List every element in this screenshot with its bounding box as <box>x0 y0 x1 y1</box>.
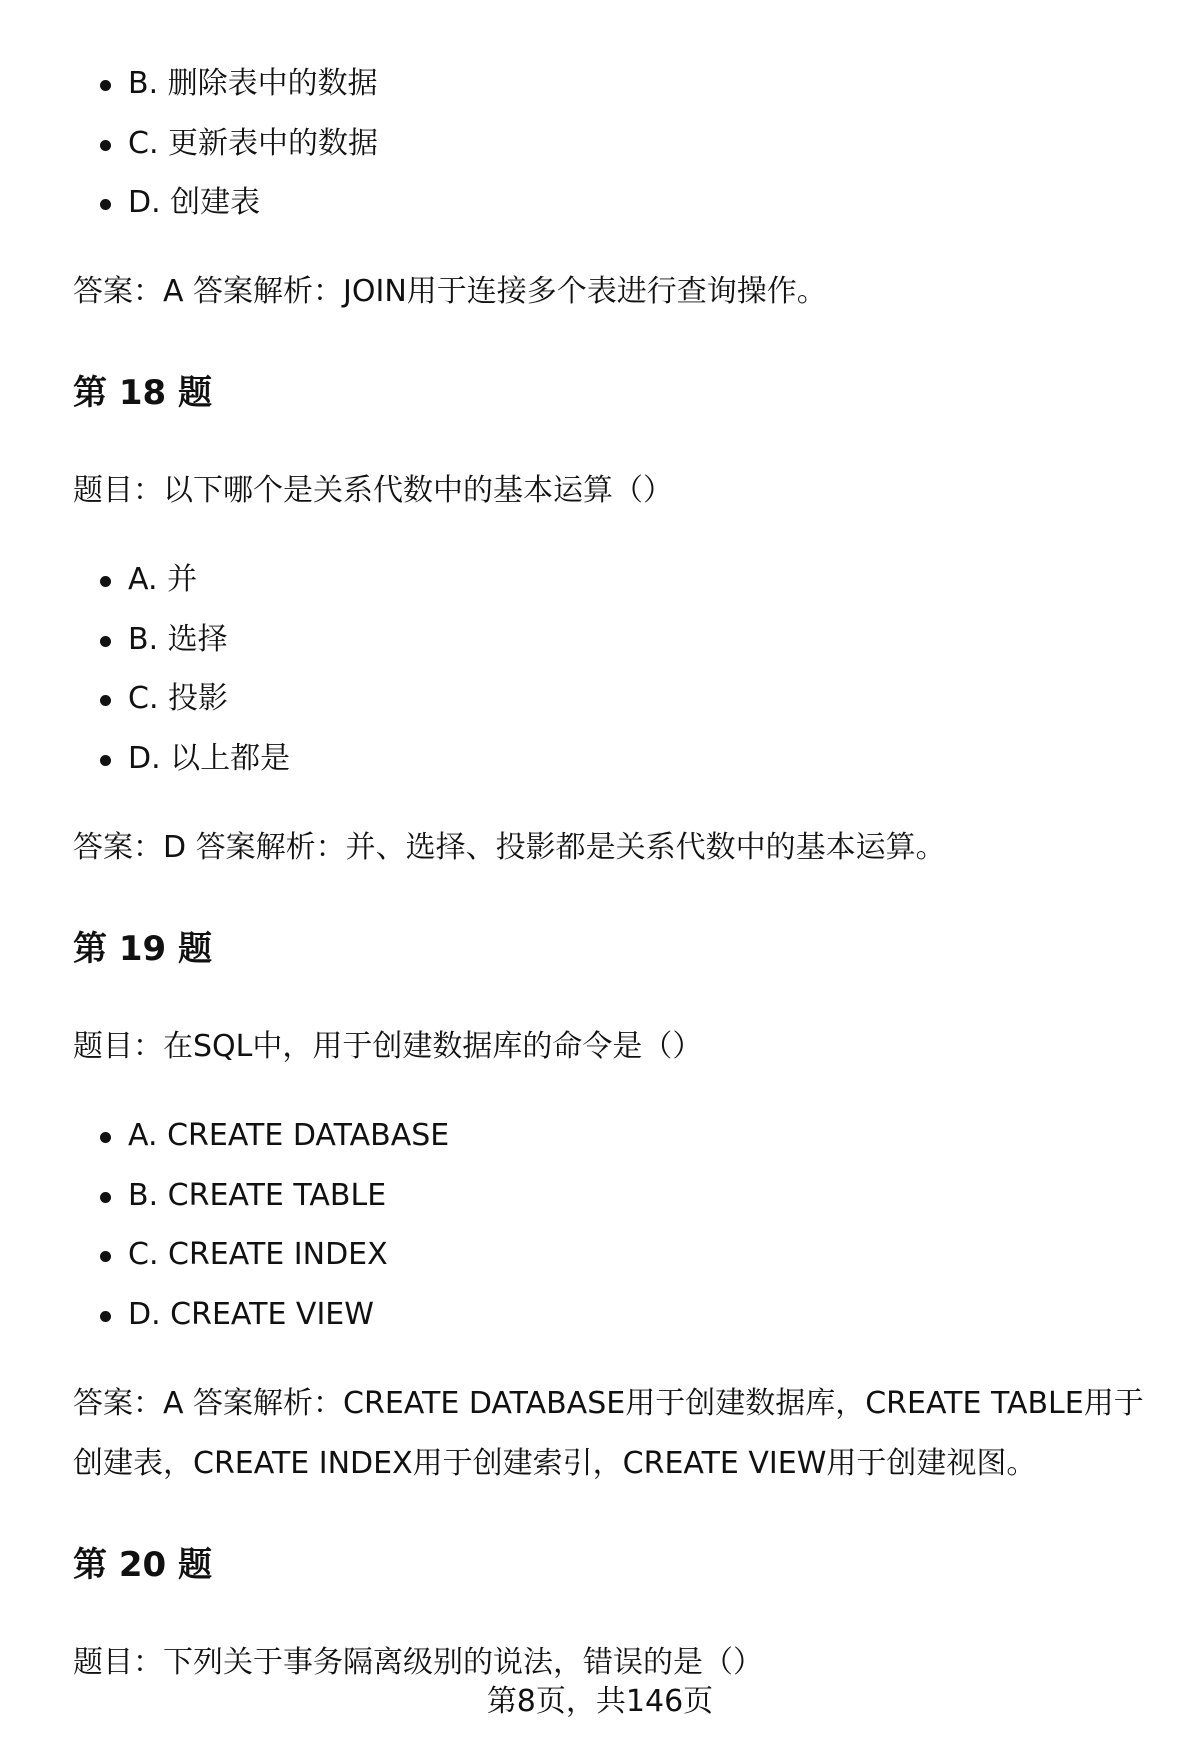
q20-question: 题目：下列关于事务隔离级别的说法，错误的是（） <box>73 1645 763 1680</box>
q17-option-c: C. 更新表中的数据 <box>128 124 378 164</box>
q19-option-b: B. CREATE TABLE <box>128 1176 386 1216</box>
q17-answer: 答案：A 答案解析：JOIN用于连接多个表进行查询操作。 <box>73 274 827 309</box>
q20-heading: 第 20 题 <box>73 1545 212 1585</box>
q19-option-d: D. CREATE VIEW <box>128 1295 374 1335</box>
q19-option-c: C. CREATE INDEX <box>128 1235 388 1275</box>
q17-option-d: D. 创建表 <box>128 183 260 223</box>
q19-question: 题目：在SQL中，用于创建数据库的命令是（） <box>73 1029 703 1064</box>
page-footer: 第8页，共146页 <box>486 1684 714 1719</box>
q18-question: 题目：以下哪个是关系代数中的基本运算（） <box>73 473 673 508</box>
q18-option-b: B. 选择 <box>128 620 228 660</box>
q18-heading: 第 18 题 <box>73 373 212 413</box>
q18-option-d: D. 以上都是 <box>128 739 290 779</box>
q18-answer: 答案：D 答案解析：并、选择、投影都是关系代数中的基本运算。 <box>73 830 946 865</box>
q18-option-c: C. 投影 <box>128 679 228 719</box>
q19-option-a: A. CREATE DATABASE <box>128 1116 449 1156</box>
q18-option-a: A. 并 <box>128 560 197 600</box>
q19-heading: 第 19 题 <box>73 929 212 969</box>
q17-option-b: B. 删除表中的数据 <box>128 64 378 104</box>
q19-answer: 答案：A 答案解析：CREATE DATABASE用于创建数据库，CREATE TABLE用于创建表，CREATE INDEX用于创建索引，CREATE VIEW用于创建视图。 <box>73 1386 1144 1481</box>
